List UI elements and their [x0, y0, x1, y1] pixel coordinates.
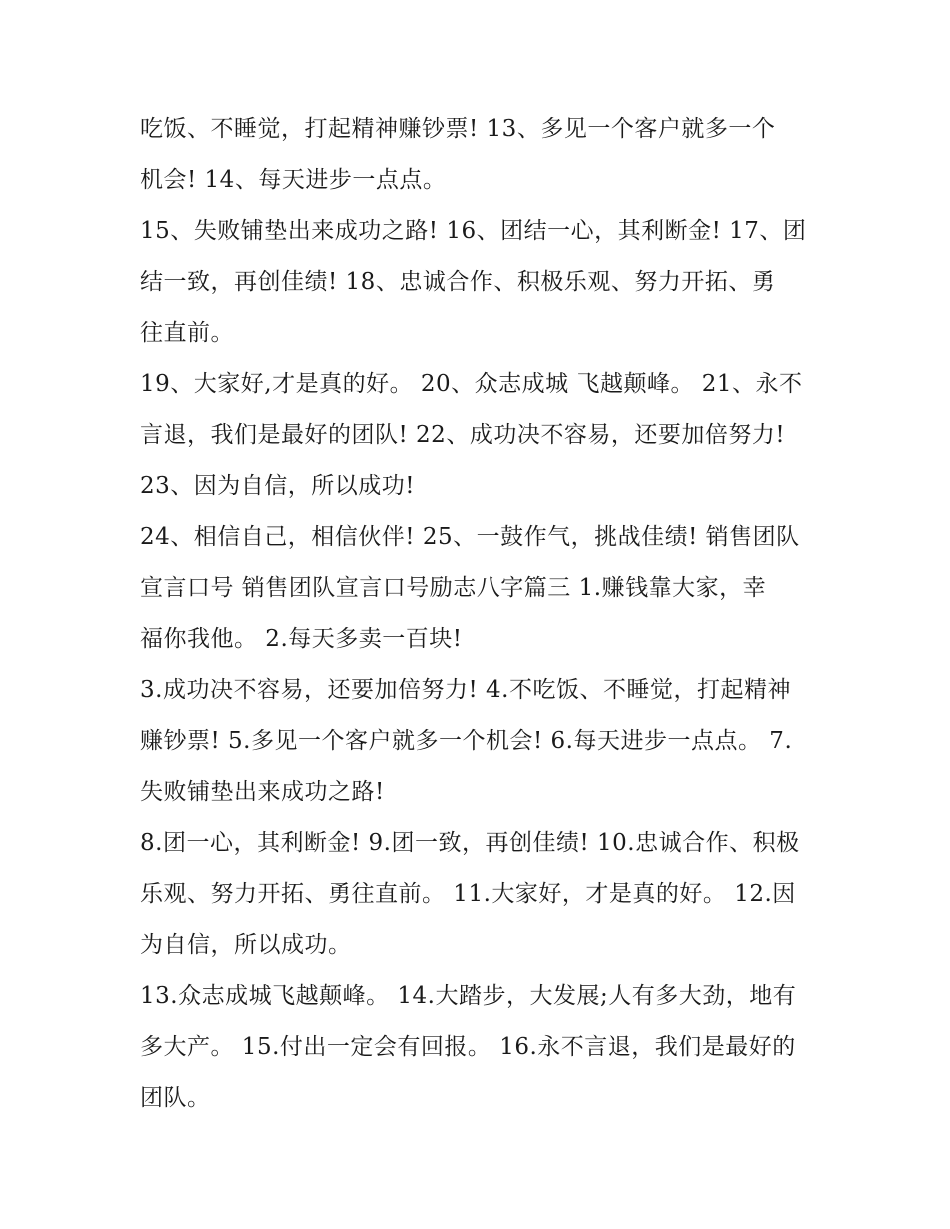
text-line: 往直前。: [140, 320, 234, 346]
text-line: 赚钞票! 5.多见一个客户就多一个机会! 6.每天进步一点点。 7.: [140, 728, 793, 754]
text-line: 福你我他。 2.每天多卖一百块!: [140, 626, 463, 652]
text-line: 15、失败铺垫出来成功之路! 16、团结一心，其利断金! 17、团: [140, 218, 807, 244]
text-line: 言退，我们是最好的团队! 22、成功决不容易，还要加倍努力!: [140, 422, 786, 448]
text-line: 失败铺垫出来成功之路!: [140, 779, 385, 805]
text-line: 23、因为自信，所以成功!: [140, 473, 416, 499]
text-line: 为自信，所以成功。: [140, 932, 352, 958]
text-line: 3.成功决不容易，还要加倍努力! 4.不吃饭、不睡觉，打起精神: [140, 677, 791, 703]
text-line: 结一致，再创佳绩! 18、忠诚合作、积极乐观、努力开拓、勇: [140, 269, 776, 295]
paragraph: [140, 359, 820, 512]
paragraph: [140, 818, 820, 971]
paragraph: [140, 206, 820, 359]
text-line: 机会! 14、每天进步一点点。: [140, 167, 447, 193]
text-line: 19、大家好,才是真的好。 20、众志成城 飞越颠峰。 21、永不: [140, 371, 803, 397]
text-line: 团队。: [140, 1085, 211, 1111]
text-line: 宣言口号 销售团队宣言口号励志八字篇三 1.赚钱靠大家，幸: [140, 575, 767, 601]
document-body: [140, 104, 820, 1124]
text-line: 8.团一心，其利断金! 9.团一致，再创佳绩! 10.忠诚合作、积极: [140, 830, 800, 856]
paragraph: [140, 665, 820, 818]
paragraph: [140, 512, 820, 665]
paragraph: [140, 971, 820, 1124]
text-line: 多大产。 15.付出一定会有回报。 16.永不言退，我们是最好的: [140, 1034, 796, 1060]
text-line: 乐观、努力开拓、勇往直前。 11.大家好，才是真的好。 12.因: [140, 881, 796, 907]
text-line: 吃饭、不睡觉，打起精神赚钞票! 13、多见一个客户就多一个: [140, 116, 776, 142]
paragraph: [140, 104, 820, 206]
text-line: 13.众志成城飞越颠峰。 14.大踏步，大发展;人有多大劲，地有: [140, 983, 797, 1009]
text-line: 24、相信自己，相信伙伴! 25、一鼓作气，挑战佳绩! 销售团队: [140, 524, 800, 550]
